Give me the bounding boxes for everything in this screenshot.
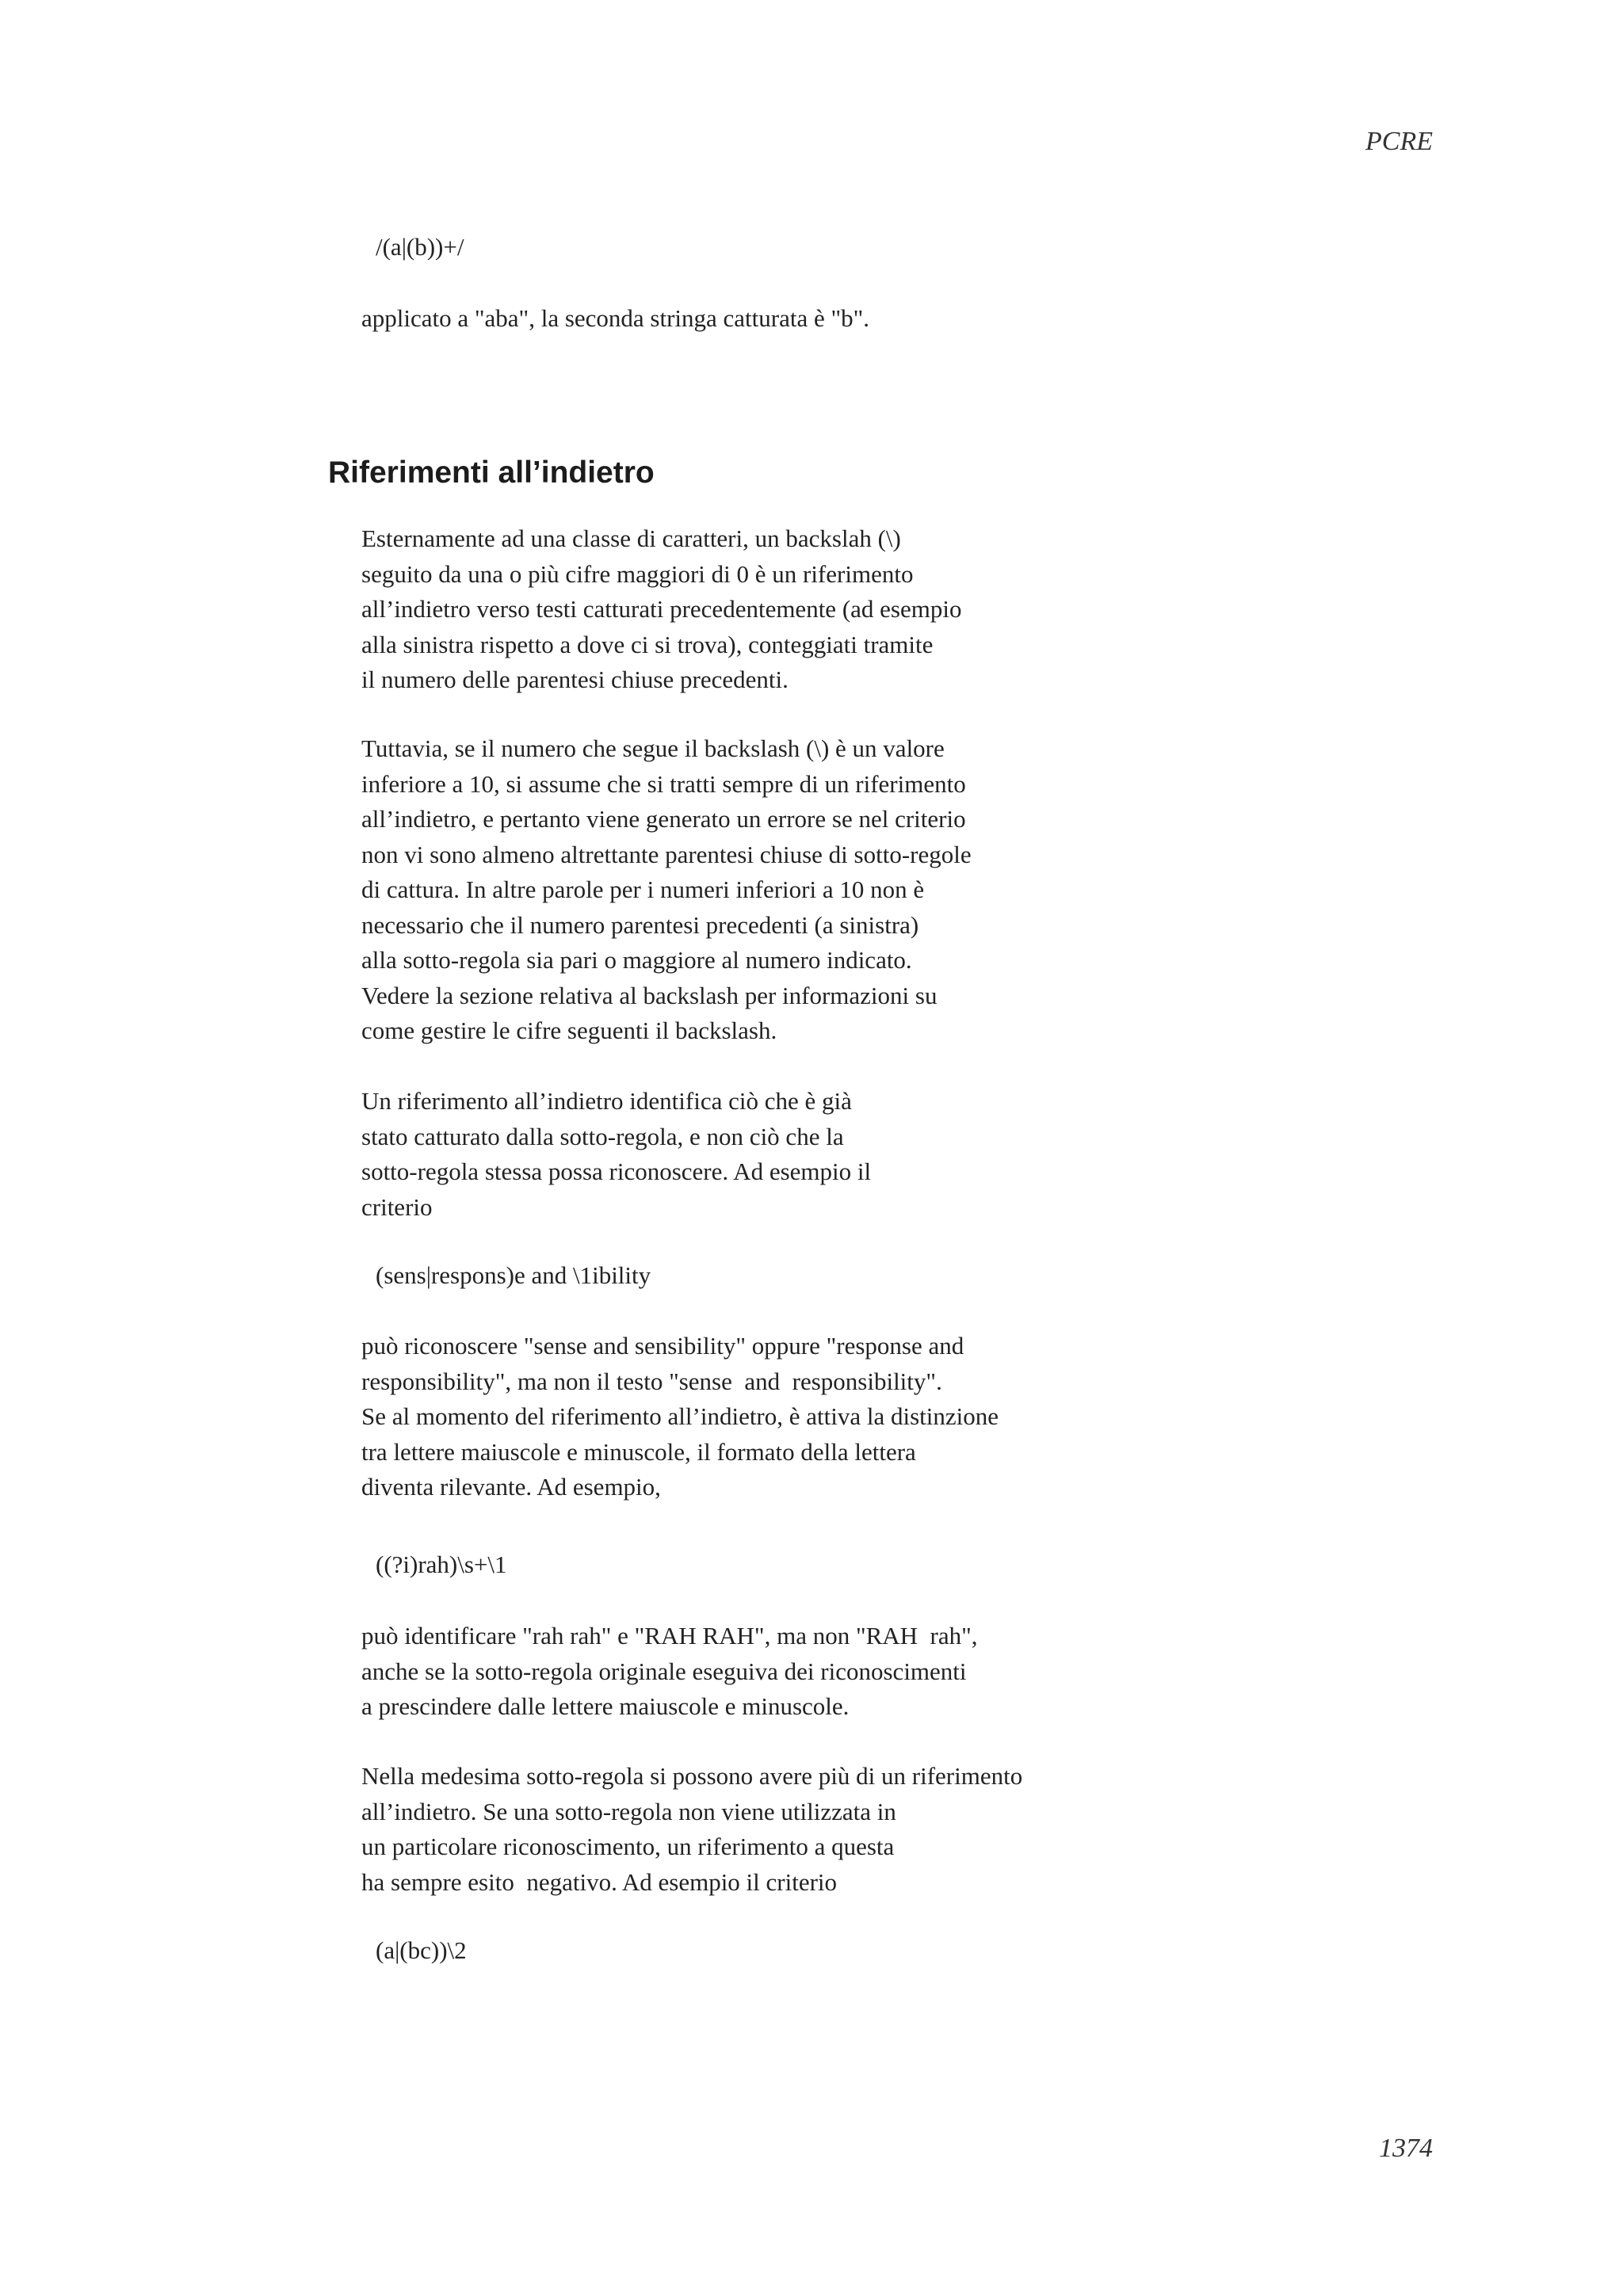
paragraph-line: inferiore a 10, si assume che si tratti sempre di un riferimento	[361, 769, 966, 798]
intro-text-block	[361, 301, 1471, 337]
paragraph-line: Vedere la sezione relativa al backslash per informazioni su	[361, 981, 938, 1009]
paragraph-line: Se al momento del riferimento all’indietro, è attiva la distinzione	[361, 1402, 999, 1430]
paragraph-line: alla sotto-regola sia pari o maggiore al numero indicato.	[361, 946, 912, 974]
paragraph-line: diventa rilevante. Ad esempio,	[361, 1473, 661, 1501]
running-header-title: PCRE	[1365, 127, 1433, 156]
paragraph-line: tra lettere maiuscole e minuscole, il formato della lettera	[361, 1437, 916, 1466]
paragraph-line: di cattura. In altre parole per i numeri inferiori a 10 non è	[361, 875, 925, 903]
paragraph-line: Nella medesima sotto-regola si possono avere più di un riferimento	[361, 1762, 1023, 1790]
paragraph-line: può riconoscere "sense and sensibility" oppure "response and	[361, 1332, 964, 1360]
code-block-1	[361, 1258, 1471, 1294]
paragraph-line: Tuttavia, se il numero che segue il backslash (\) è un valore	[361, 734, 945, 762]
section-title: Riferimenti all’indietro	[328, 456, 655, 490]
paragraph-line: alla sinistra rispetto a dove ci si trova), conteggiati tramite	[361, 630, 934, 658]
paragraph-2	[361, 731, 1471, 1049]
code-example: ((?i)rah)\s+\1	[376, 1550, 507, 1578]
code-example: (sens|respons)e and \1ibility	[376, 1261, 651, 1289]
paragraph-line: a prescindere dalle lettere maiuscole e minuscole.	[361, 1692, 850, 1720]
paragraph-line: necessario che il numero parentesi precedenti (a sinistra)	[361, 910, 919, 939]
paragraph-1	[361, 521, 1471, 698]
paragraph-5	[361, 1619, 1471, 1725]
paragraph-line: anche se la sotto-regola originale eseguiva dei riconoscimenti	[361, 1657, 967, 1685]
code-example: (a|(bc))\2	[376, 1936, 467, 1964]
code-block-3	[361, 1933, 1471, 1969]
paragraph-line: responsibility", ma non il testo "sense and responsibility".	[361, 1367, 942, 1395]
paragraph-line: un particolare riconoscimento, un riferimento a questa	[361, 1833, 895, 1860]
paragraph-line: ha sempre esito negativo. Ad esempio il criterio	[361, 1867, 838, 1896]
paragraph-line: all’indietro, e pertanto viene generato un errore se nel criterio	[361, 805, 966, 833]
code-block-2	[361, 1547, 1471, 1583]
paragraph-line: all’indietro. Se una sotto-regola non viene utilizzata in	[361, 1797, 896, 1825]
intro-block	[361, 230, 1471, 265]
paragraph-line: stato catturato dalla sotto-regola, e non ciò che la	[361, 1122, 844, 1150]
paragraph-6	[361, 1759, 1471, 1900]
paragraph-line: Un riferimento all’indietro identifica ciò che è già	[361, 1087, 852, 1115]
paragraph-line: Esternamente ad una classe di caratteri, un backslah (\)	[361, 524, 901, 552]
paragraph-line: può identificare "rah rah" e "RAH RAH", ma non "RAH rah",	[361, 1622, 978, 1650]
paragraph-3	[361, 1084, 1471, 1225]
page-number: 1374	[1379, 2134, 1433, 2163]
paragraph-line: il numero delle parentesi chiuse precedenti.	[361, 666, 789, 693]
paragraph-4	[361, 1329, 1471, 1505]
paragraph-line: seguito da una o più cifre maggiori di 0 è un riferimento	[361, 559, 914, 588]
code-example: /(a|(b))+/	[376, 233, 464, 261]
paragraph-line: non vi sono almeno altrettante parentesi chiuse di sotto-regole	[361, 840, 972, 868]
paragraph-line: applicato a "aba", la seconda stringa catturata è "b".	[361, 304, 870, 332]
paragraph-line: sotto-regola stessa possa riconoscere. Ad esempio il	[361, 1158, 872, 1185]
paragraph-line: come gestire le cifre seguenti il backslash.	[361, 1016, 777, 1044]
paragraph-line: criterio	[361, 1192, 433, 1221]
paragraph-line: all’indietro verso testi catturati precedentemente (ad esempio	[361, 595, 962, 623]
